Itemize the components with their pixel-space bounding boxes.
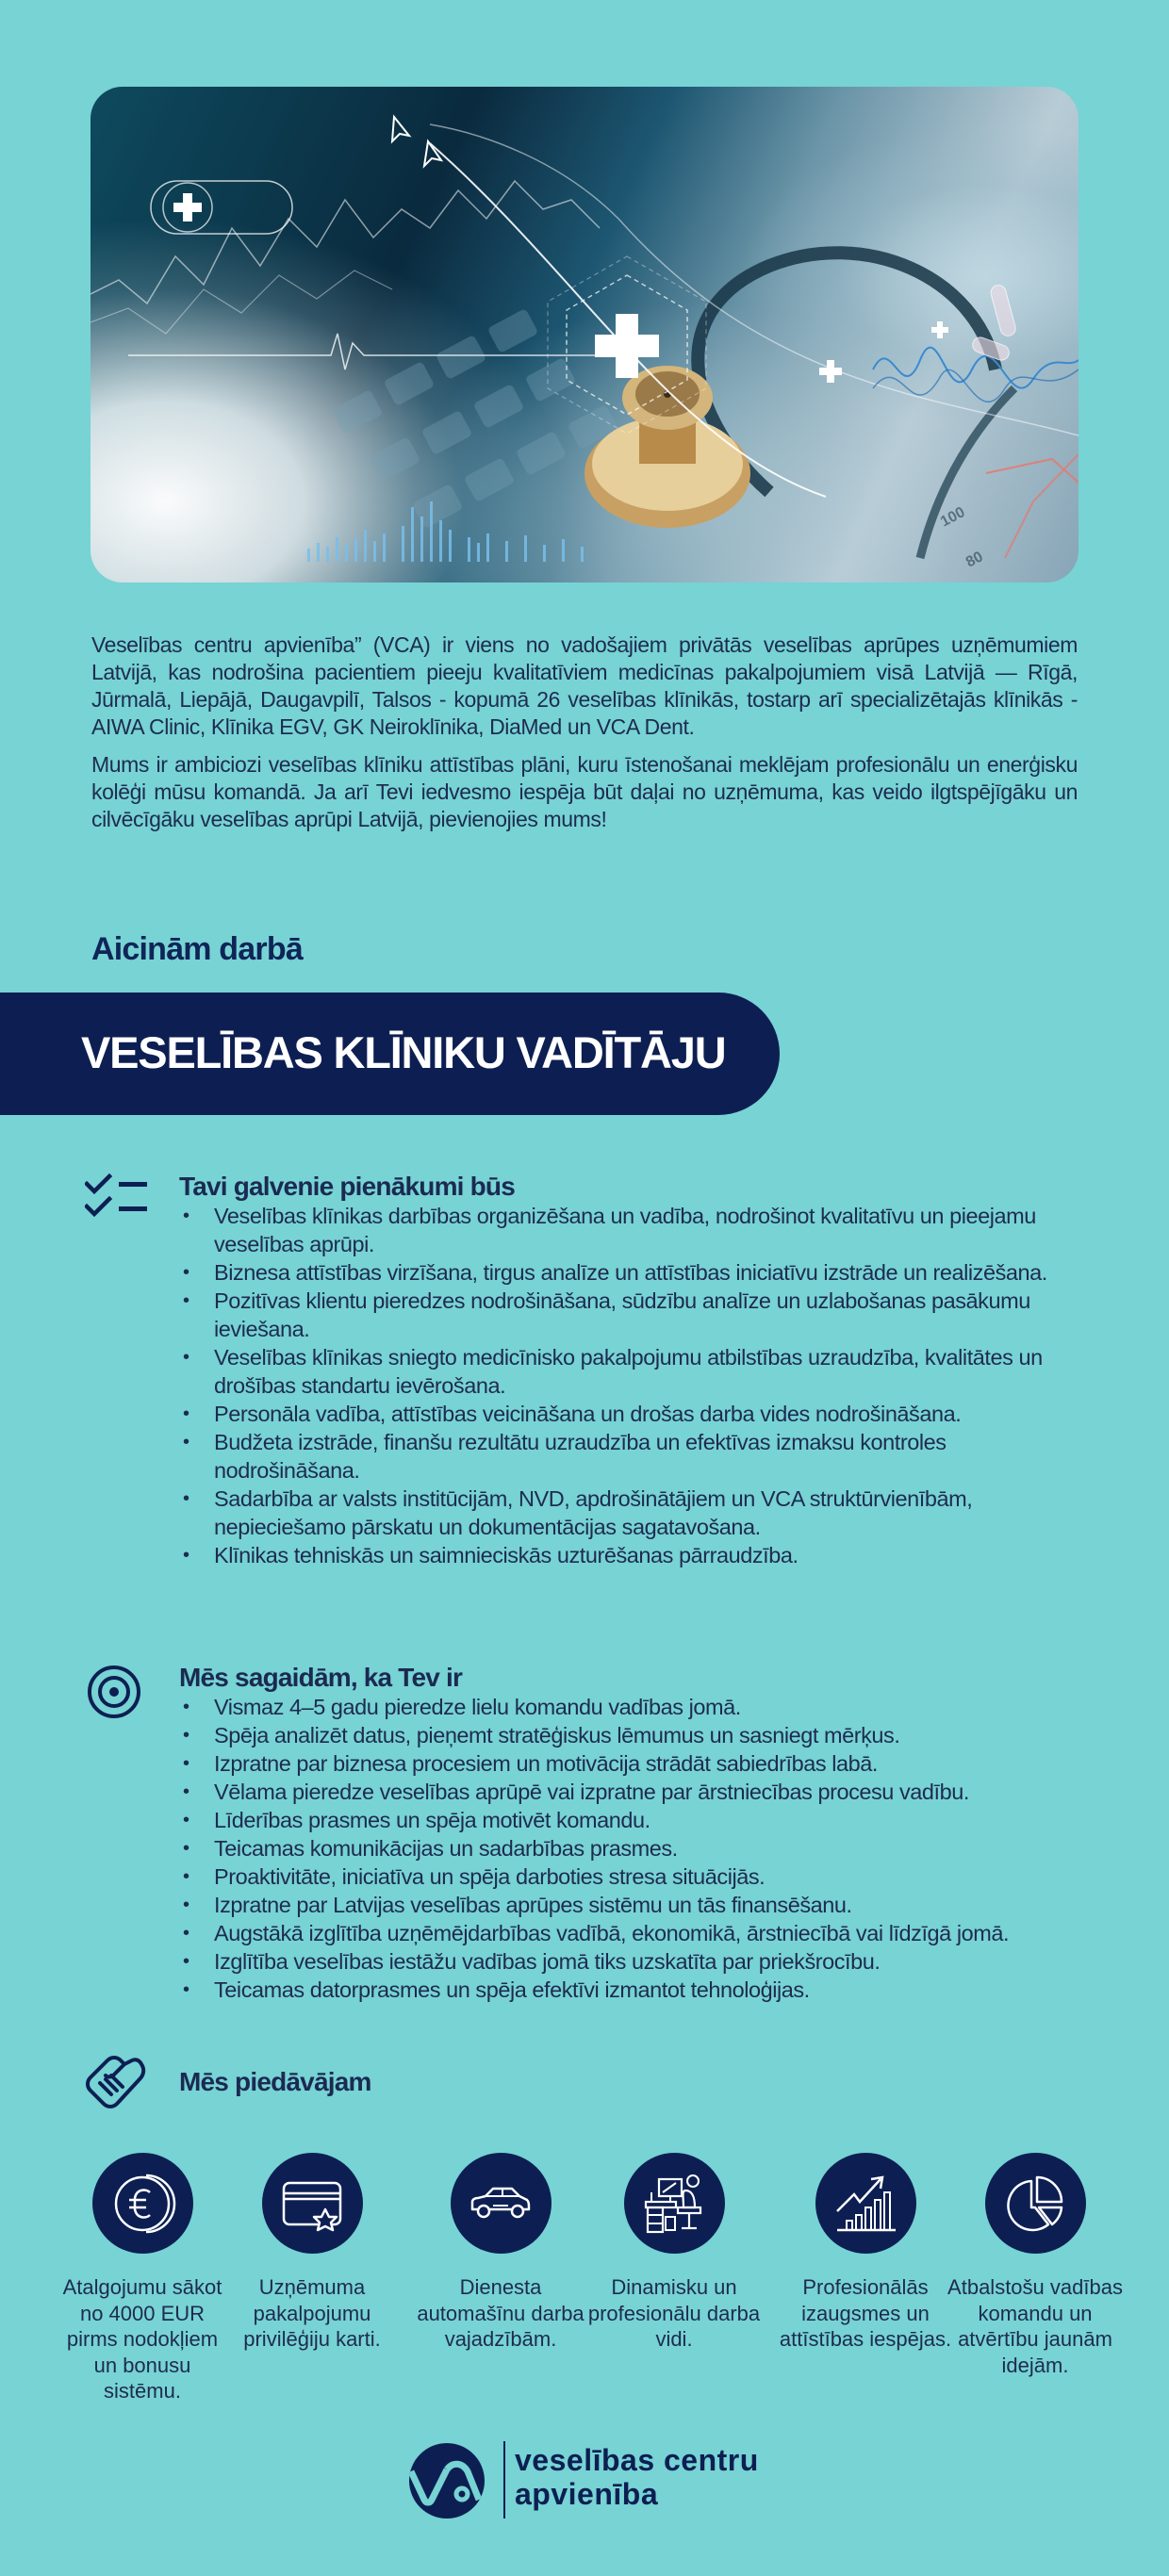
hero-chart-number: 100: [937, 503, 968, 531]
benefit-icon-circle: [985, 2153, 1086, 2254]
red-chart-line: [986, 459, 1078, 483]
intro-paragraph-1: Veselības centru apvienība” (VCA) ir viens no vadošajiem privātās veselības aprūpes uzņēmumiem Latvijā, kas nodrošina pacientiem pieeju kvalitatīviem medicīnas pakalpojumiem visā Latvijā — Rīgā, Jūrmalā, Liepājā, Daugavpilī, Talsos - kopumā 26 veselības klīnikās, tostarp arī specializētajās klīnikās - AIWA Clinic, Klīnika EGV, GK Neiroklīnika, DiaMed un VCA Dent.: [91, 632, 1078, 739]
target-icon: [87, 1665, 141, 1719]
workplace-icon: [640, 2170, 708, 2238]
offer-title: Mēs piedāvājam: [179, 2067, 371, 2096]
benefit-item: [53, 2153, 232, 2404]
vca-logo-mark: [409, 2443, 485, 2519]
vca-logo: [409, 2441, 786, 2517]
list-item: • Personāla vadība, attīstības veicināšana un drošas darba vides nodrošināšana.: [179, 1400, 1084, 1428]
benefit-icon-circle: [451, 2153, 552, 2254]
responsibilities-title: Tavi galvenie pienākumi būs: [179, 1172, 516, 1201]
hero-chart-number: 80: [963, 549, 986, 571]
heartbeat-line: [128, 334, 600, 369]
benefit-icon-circle: [262, 2153, 363, 2254]
benefit-label: Dinamisku un profesionālu darba vidi.: [587, 2275, 761, 2351]
list-item: • Sadarbība ar valsts institūcijām, NVD, apdrošinātājiem un VCA struktūrvienībām, nepieciešamo pārskatu un dokumentācijas sagatavošana.: [179, 1485, 1084, 1541]
list-item: • Līderības prasmes un spēja motivēt komandu.: [179, 1806, 1122, 1834]
list-item: • Klīnikas tehniskās un saimnieciskās uzturēšanas pārraudzība.: [179, 1541, 1084, 1569]
position-title: VESELĪBAS KLĪNIKU VADĪTĀJU: [81, 1027, 726, 1077]
hero-image: [91, 87, 1078, 582]
pill-icon: [989, 284, 1017, 337]
invite-heading: Aicinām darbā: [91, 931, 303, 967]
benefit-label: Dienesta automašīnu darba vajadzībām.: [417, 2275, 584, 2351]
position-banner: [0, 993, 780, 1115]
logo-text: [515, 2443, 759, 2511]
car-icon: [467, 2170, 535, 2238]
logo-line-1: veselības centru: [515, 2443, 759, 2477]
logo-divider: [503, 2441, 505, 2519]
list-item: • Proaktivitāte, iniciatīva un spēja darboties stresa situācijās.: [179, 1862, 1122, 1891]
benefit-icon-circle: [624, 2153, 725, 2254]
benefit-icon-circle: [815, 2153, 916, 2254]
wave-line: [873, 348, 1078, 388]
list-item: • Teicamas komunikācijas un sadarbības prasmes.: [179, 1834, 1122, 1862]
requirements-list: [179, 1693, 1122, 2004]
checklist-icon: [85, 1173, 149, 1219]
handshake-icon: [83, 2053, 147, 2113]
list-item: • Spēja analizēt datus, pieņemt stratēģiskus lēmumus un sasniegt mērķus.: [179, 1721, 1122, 1749]
pie-chart-icon: [1001, 2170, 1069, 2238]
list-item: • Vismaz 4–5 gadu pieredze lielu komandu vadības jomā.: [179, 1693, 1122, 1721]
list-item: • Izglītība veselības iestāžu vadības jomā tiks uzskatīta par priekšrocību.: [179, 1947, 1122, 1976]
benefit-label: Atalgojumu sākot no 4000 EUR pirms nodokļiem un bonusu sistēmu.: [62, 2275, 222, 2403]
benefit-icon-circle: [92, 2153, 193, 2254]
list-item: • Veselības klīnikas darbības organizēšana un vadība, nodrošinot kvalitatīvu un pieejamu veselības aprūpi.: [179, 1202, 1084, 1258]
benefit-item: [762, 2153, 969, 2353]
vca-logo-icon: [409, 2443, 485, 2519]
list-item: • Teicamas datorprasmes un spēja efektīvi izmantot tehnoloģijas.: [179, 1976, 1122, 2004]
intro-paragraph-2: Mums ir ambiciozi veselības klīniku attīstības plāni, kuru īstenošanai meklējam profesionālu un enerģisku kolēģi mūsu komandā. Ja arī Tevi iedvesmo iespēja būt daļai no uzņēmuma, kas veido ilgtspējīgāku un cilvēcīgāku veselības aprūpi Latvijā, pievienojies mums!: [91, 752, 1078, 831]
medical-cross-small-icon: [173, 193, 948, 383]
privilege-card-icon: [278, 2170, 346, 2238]
growth-chart-icon: [831, 2170, 899, 2238]
benefit-item: [584, 2153, 764, 2353]
benefit-item: [411, 2153, 590, 2353]
intro-text: [91, 632, 1078, 833]
euro-coin-icon: [108, 2170, 176, 2238]
medical-technology-illustration: [91, 87, 1078, 582]
responsibilities-list: [179, 1202, 1084, 1569]
list-item: • Biznesa attīstības virzīšana, tirgus analīze un attīstības iniciatīvu izstrāde un realizēšana.: [179, 1258, 1084, 1287]
benefit-label: Profesionālās izaugsmes un attīstības iespējas.: [779, 2275, 952, 2351]
logo-line-2: apvienība: [515, 2477, 659, 2511]
benefit-item: [222, 2153, 402, 2353]
requirements-title: Mēs sagaidām, ka Tev ir: [179, 1663, 463, 1692]
list-item: • Budžeta izstrāde, finanšu rezultātu uzraudzība un efektīvas izmaksu kontroles nodrošināšana.: [179, 1428, 1084, 1485]
list-item: • Veselības klīnikas sniegto medicīnisko pakalpojumu atbilstības uzraudzība, kvalitātes un drošības standartu ievērošana.: [179, 1343, 1084, 1400]
benefit-item: [946, 2153, 1125, 2378]
list-item: • Pozitīvas klientu pieredzes nodrošināšana, sūdzību analīze un uzlabošanas pasākumu ieviešana.: [179, 1287, 1084, 1343]
line-chart-overlay: [91, 181, 600, 304]
laptop-keyboard: [332, 308, 619, 529]
list-item: • Izpratne par Latvijas veselības aprūpes sistēmu un tās finansēšanu.: [179, 1891, 1122, 1919]
list-item: • Vēlama pieredze veselības aprūpē vai izpratne par ārstniecības procesu vadību.: [179, 1778, 1122, 1806]
list-item: • Izpratne par biznesa procesiem un motivācija strādāt sabiedrības labā.: [179, 1749, 1122, 1778]
list-item: • Augstākā izglītība uzņēmējdarbības vadībā, ekonomikā, ārstniecībā vai līdzīgā jomā.: [179, 1919, 1122, 1947]
benefit-label: Uzņēmuma pakalpojumu privilēģiju karti.: [243, 2275, 381, 2351]
benefit-label: Atbalstošu vadības komandu un atvērtību jaunām idejām.: [947, 2275, 1123, 2377]
